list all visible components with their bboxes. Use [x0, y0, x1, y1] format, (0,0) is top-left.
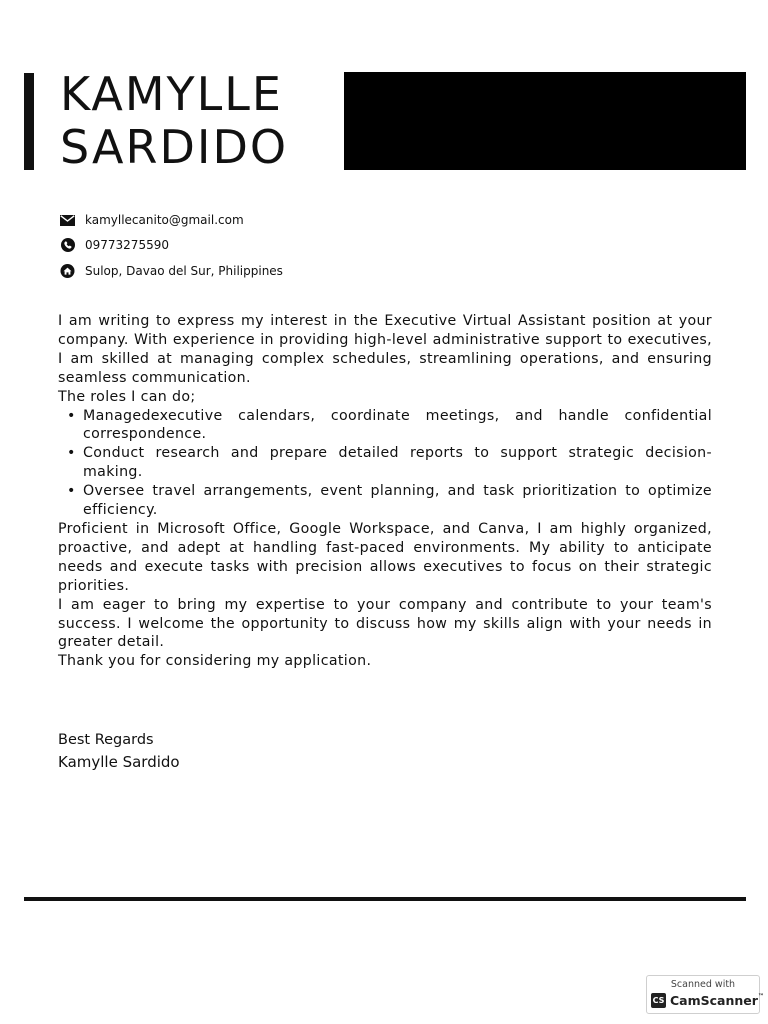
watermark-top-text: Scanned with — [670, 979, 736, 990]
email-text: kamyllecanito@gmail.com — [85, 213, 244, 227]
list-item: • Managedexecutive calendars, coordinate meetings, and handle confidential correspondence. — [67, 407, 712, 443]
header-left-bar — [24, 73, 34, 170]
thanks-paragraph: Thank you for considering my application. — [58, 653, 372, 670]
camscanner-logo-icon: CS — [651, 993, 666, 1008]
home-icon — [60, 264, 75, 278]
header-black-block — [344, 72, 746, 170]
first-name: KAMYLLE — [60, 67, 283, 121]
phone-icon — [60, 238, 75, 252]
last-name: SARDIDO — [60, 120, 289, 174]
list-item: • Oversee travel arrangements, event planning, and task prioritization to optimize efficiency. — [67, 483, 712, 519]
closing-salutation: Best Regards — [58, 732, 154, 748]
watermark-brand: CamScanner™ — [670, 993, 764, 1008]
phone-text: 09773275590 — [85, 238, 169, 252]
list-item: • Conduct research and prepare detailed reports to support strategic decision-making. — [67, 445, 712, 481]
roles-list — [58, 407, 712, 520]
signature-name: Kamylle Sardido — [58, 753, 180, 771]
contact-email — [60, 213, 244, 227]
contact-address — [60, 264, 283, 278]
envelope-icon — [60, 213, 75, 227]
camscanner-watermark — [646, 975, 764, 1014]
applicant-name — [60, 68, 288, 174]
letter-body — [58, 312, 712, 671]
address-text: Sulop, Davao del Sur, Philippines — [85, 264, 283, 278]
proficiency-paragraph: Proficient in Microsoft Office, Google Workspace, and Canva, I am highly organized, proactive, and adept at handling fast-paced environments. My ability to anticipate needs and execute tasks with precision allows executives to focus on their strategic priorities. — [58, 520, 712, 594]
contact-phone — [60, 238, 169, 252]
eager-paragraph: I am eager to bring my expertise to your company and contribute to your team's success. I welcome the opportunity to discuss how my skills align with your needs in greater detail. — [58, 596, 712, 651]
roles-heading: The roles I can do; — [58, 388, 196, 405]
intro-paragraph: I am writing to express my interest in the Executive Virtual Assistant position at your company. With experience in providing high-level administrative support to executives, I am skilled at managing complex schedules, streamlining operations, and ensuring seamless communication. — [58, 313, 712, 386]
footer-divider — [24, 897, 746, 901]
